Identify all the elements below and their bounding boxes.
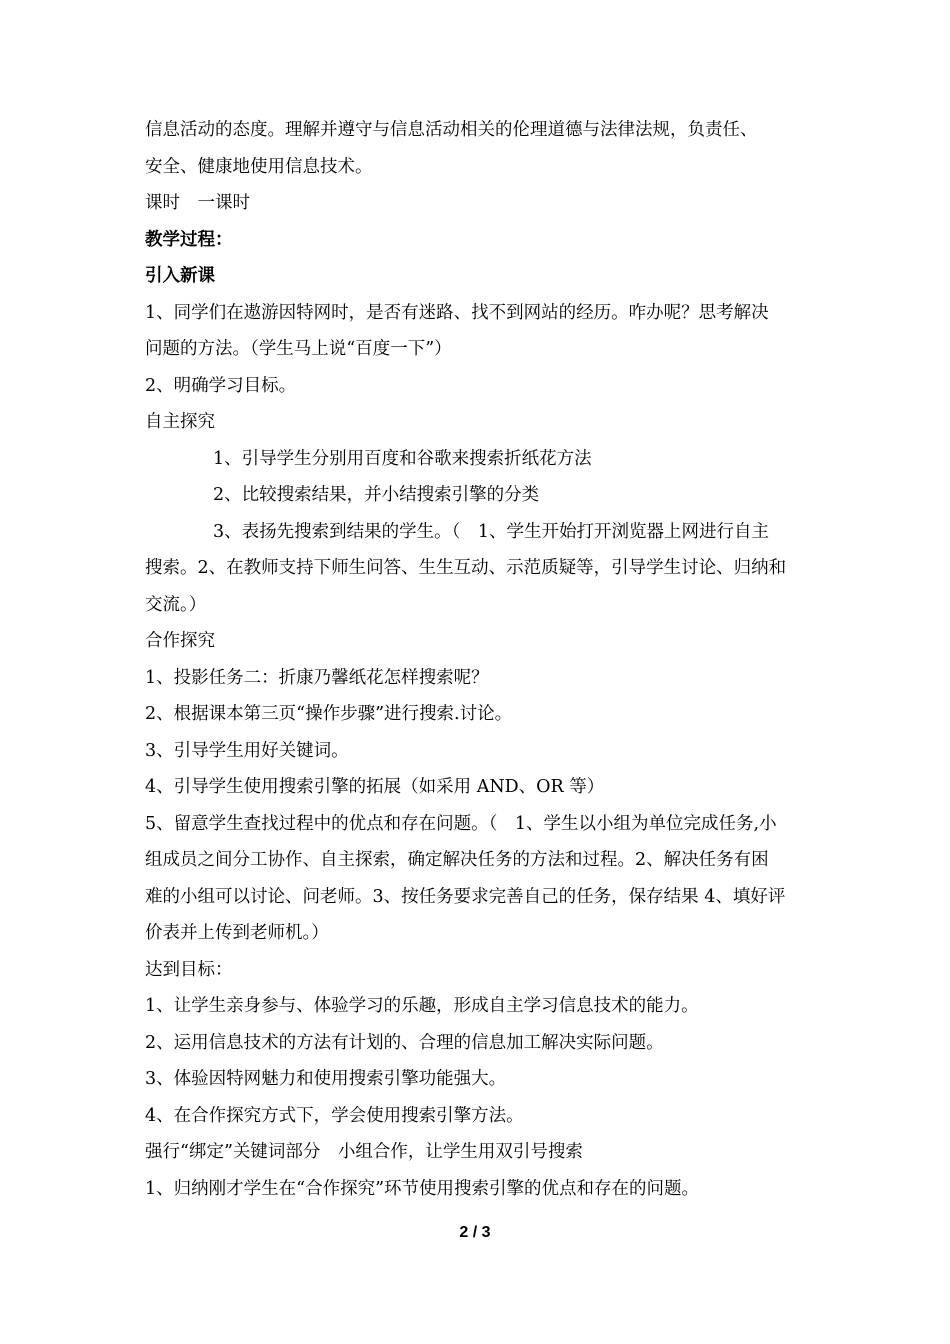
text-line: 问题的方法。（学生马上说“百度一下”） bbox=[145, 339, 452, 359]
text-line: 难的小组可以讨论、问老师。3、按任务要求完善自己的任务，保存结果 4、填好评 bbox=[145, 886, 786, 907]
text-line: 3、体验因特网魅力和使用搜索引擎功能强大。 bbox=[145, 1069, 507, 1089]
class-hours-line: 课时 一课时 bbox=[145, 193, 250, 213]
text-line: 2、运用信息技术的方法有计划的、合理的信息加工解决实际问题。 bbox=[145, 1032, 664, 1053]
document-body bbox=[145, 112, 811, 1207]
text-line: 2、根据课本第三页“操作步骤”进行搜索.讨论。 bbox=[145, 704, 513, 724]
text-line: 1、同学们在遨游因特网时，是否有迷路、找不到网站的经历。咋办呢？思考解决 bbox=[145, 302, 769, 323]
text-line: 1、引导学生分别用百度和谷歌来搜索折纸花方法 bbox=[213, 448, 592, 469]
subheading-cooperative-exploration: 合作探究 bbox=[145, 631, 215, 651]
subheading-self-exploration: 自主探究 bbox=[145, 412, 215, 432]
text-line: 搜索。2、在教师支持下师生问答、生生互动、示范质疑等，引导学生讨论、归纳和 bbox=[145, 558, 787, 578]
text-line: 3、表扬先搜索到结果的学生。（ 1、学生开始打开浏览器上网进行自主 bbox=[213, 521, 770, 542]
text-line: 5、留意学生查找过程中的优点和存在问题。（ 1、学生以小组为单位完成任务,小 bbox=[145, 813, 777, 834]
text-line: 4、在合作探究方式下，学会使用搜索引擎方法。 bbox=[145, 1105, 524, 1126]
text-line: 组成员之间分工协作、自主探索，确定解决任务的方法和过程。2、解决任务有困 bbox=[145, 850, 769, 870]
text-line: 安全、健康地使用信息技术。 bbox=[145, 156, 373, 177]
text-line: 强行“绑定”关键词部分 小组合作，让学生用双引号搜索 bbox=[145, 1142, 583, 1162]
subheading-objectives: 达到目标： bbox=[145, 959, 233, 980]
text-line: 2、比较搜索结果，并小结搜索引擎的分类 bbox=[213, 485, 540, 505]
text-line: 1、归纳刚才学生在“合作探究”环节使用搜索引擎的优点和存在的问题。 bbox=[145, 1178, 700, 1199]
text-line: 4、引导学生使用搜索引擎的拓展（如采用 AND、OR 等） bbox=[145, 777, 605, 797]
text-line: 1、让学生亲身参与、体验学习的乐趣，形成自主学习信息技术的能力。 bbox=[145, 996, 699, 1016]
text-line: 信息活动的态度。理解并遵守与信息活动相关的伦理道德与法律法规，负责任、 bbox=[145, 120, 758, 140]
text-line: 交流。） bbox=[145, 594, 207, 615]
text-line: 价表并上传到老师机。） bbox=[145, 923, 329, 943]
page-number: 2 / 3 bbox=[459, 1224, 491, 1241]
text-line: 1、投影任务二：折康乃馨纸花怎样搜索呢？ bbox=[145, 667, 489, 688]
text-line: 2、明确学习目标。 bbox=[145, 375, 297, 396]
section-heading-teaching-process: 教学过程： bbox=[145, 229, 233, 250]
section-heading-introduction: 引入新课 bbox=[145, 266, 215, 286]
text-line: 3、引导学生用好关键词。 bbox=[145, 740, 349, 761]
